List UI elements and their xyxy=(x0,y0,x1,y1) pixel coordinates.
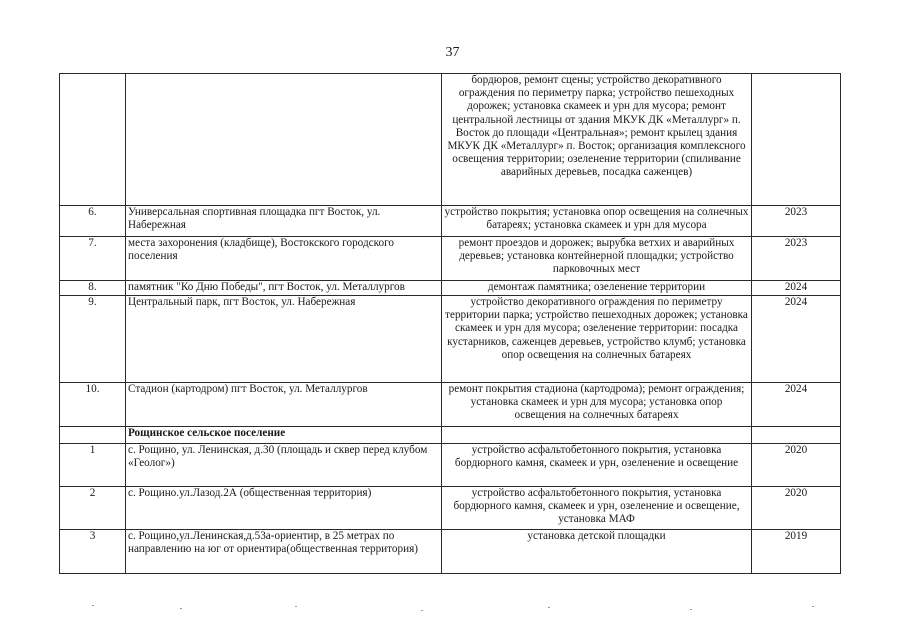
planned-works: устройство декоративного ограждения по периметру территории парка; устройство пешеходных дорожек; установка скамеек и урн для мусора; озеленение территории: посадка кустарников, саженцев деревьев, устройство клумб; установка опор освещения на солнечных батареях xyxy=(442,296,752,383)
section-year-cell xyxy=(752,427,841,444)
planned-works: устройство асфальтобетонного покрытия, установка бордюрного камня, скамеек и урн, озеленение и освещение, установка МАФ xyxy=(442,487,752,530)
planned-works: ремонт проездов и дорожек; вырубка ветхих и аварийных деревьев; установка контейнерной площадки; устройство парковочных мест xyxy=(442,237,752,281)
section-works-cell xyxy=(442,427,752,444)
row-number: 7. xyxy=(60,237,126,281)
table-row xyxy=(60,281,841,296)
row-number: 3 xyxy=(60,530,126,574)
page-number: 37 xyxy=(445,45,460,60)
table-row xyxy=(60,487,841,530)
table-row xyxy=(60,74,841,206)
planned-works: бордюров, ремонт сцены; устройство декоративного ограждения по периметру парка; устройство пешеходных дорожек; установка скамеек и урн для мусора; ремонт центральной лестницы от здания МКУК ДК «Металлург» п. Восток до площади «Центральная»; ремонт крылец здания МКУК ДК «Металлург» п. Восток; организация комплексного освещения территории; озеленение территории (спиливание аварийных деревьев, посадка саженцев) xyxy=(442,74,752,206)
year: 2019 xyxy=(752,530,841,574)
row-number: 2 xyxy=(60,487,126,530)
planned-works: ремонт покрытия стадиона (картодрома); ремонт ограждения; установка скамеек и урн для мусора; установка опор освещения на солнечных батареях xyxy=(442,383,752,427)
scan-speck xyxy=(295,606,297,607)
planned-works: демонтаж памятника; озеленение территории xyxy=(442,281,752,296)
row-number: 1 xyxy=(60,444,126,487)
scan-speck xyxy=(812,606,814,607)
object-name: Центральный парк, пгт Восток, ул. Набережная xyxy=(126,296,442,383)
year: 2020 xyxy=(752,444,841,487)
table-row xyxy=(60,296,841,383)
row-number: 6. xyxy=(60,206,126,237)
row-number: 10. xyxy=(60,383,126,427)
year: 2023 xyxy=(752,237,841,281)
row-number: 8. xyxy=(60,281,126,296)
scan-speck xyxy=(548,607,550,608)
year xyxy=(752,74,841,206)
table-row xyxy=(60,383,841,427)
table-row xyxy=(60,530,841,574)
year: 2020 xyxy=(752,487,841,530)
planned-works: устройство асфальтобетонного покрытия, установка бордюрного камня, скамеек и урн, озеленение и освещение xyxy=(442,444,752,487)
table-row xyxy=(60,444,841,487)
scan-speck xyxy=(690,609,692,610)
row-number: 9. xyxy=(60,296,126,383)
object-name xyxy=(126,74,442,206)
year: 2023 xyxy=(752,206,841,237)
object-name: Универсальная спортивная площадка пгт Восток, ул. Набережная xyxy=(126,206,442,237)
object-name: с. Рощино, ул. Ленинская, д.30 (площадь и сквер перед клубом «Геолог») xyxy=(126,444,442,487)
improvement-objects-table xyxy=(59,73,841,574)
object-name: места захоронения (кладбище), Востокского городского поселения xyxy=(126,237,442,281)
planned-works: устройство покрытия; установка опор освещения на солнечных батареях; установка скамеек и урн для мусора xyxy=(442,206,752,237)
section-number-cell xyxy=(60,427,126,444)
year: 2024 xyxy=(752,383,841,427)
scan-speck xyxy=(180,608,182,609)
planned-works: установка детской площадки xyxy=(442,530,752,574)
section-header-row xyxy=(60,427,841,444)
scan-speck xyxy=(421,610,423,611)
object-name: памятник "Ко Дню Победы", пгт Восток, ул. Металлургов xyxy=(126,281,442,296)
object-name: с. Рощино.ул.Лазод.2А (общественная территория) xyxy=(126,487,442,530)
object-name: с. Рощино,ул.Ленинская,д.53а-ориентир, в 25 метрах по направлению на юг от ориентира(общественная территория) xyxy=(126,530,442,574)
year: 2024 xyxy=(752,281,841,296)
section-title: Рощинское сельское поселение xyxy=(126,427,442,444)
year: 2024 xyxy=(752,296,841,383)
table-row xyxy=(60,206,841,237)
scan-speck xyxy=(92,605,94,606)
object-name: Стадион (картодром) пгт Восток, ул. Металлургов xyxy=(126,383,442,427)
row-number xyxy=(60,74,126,206)
table-row xyxy=(60,237,841,281)
